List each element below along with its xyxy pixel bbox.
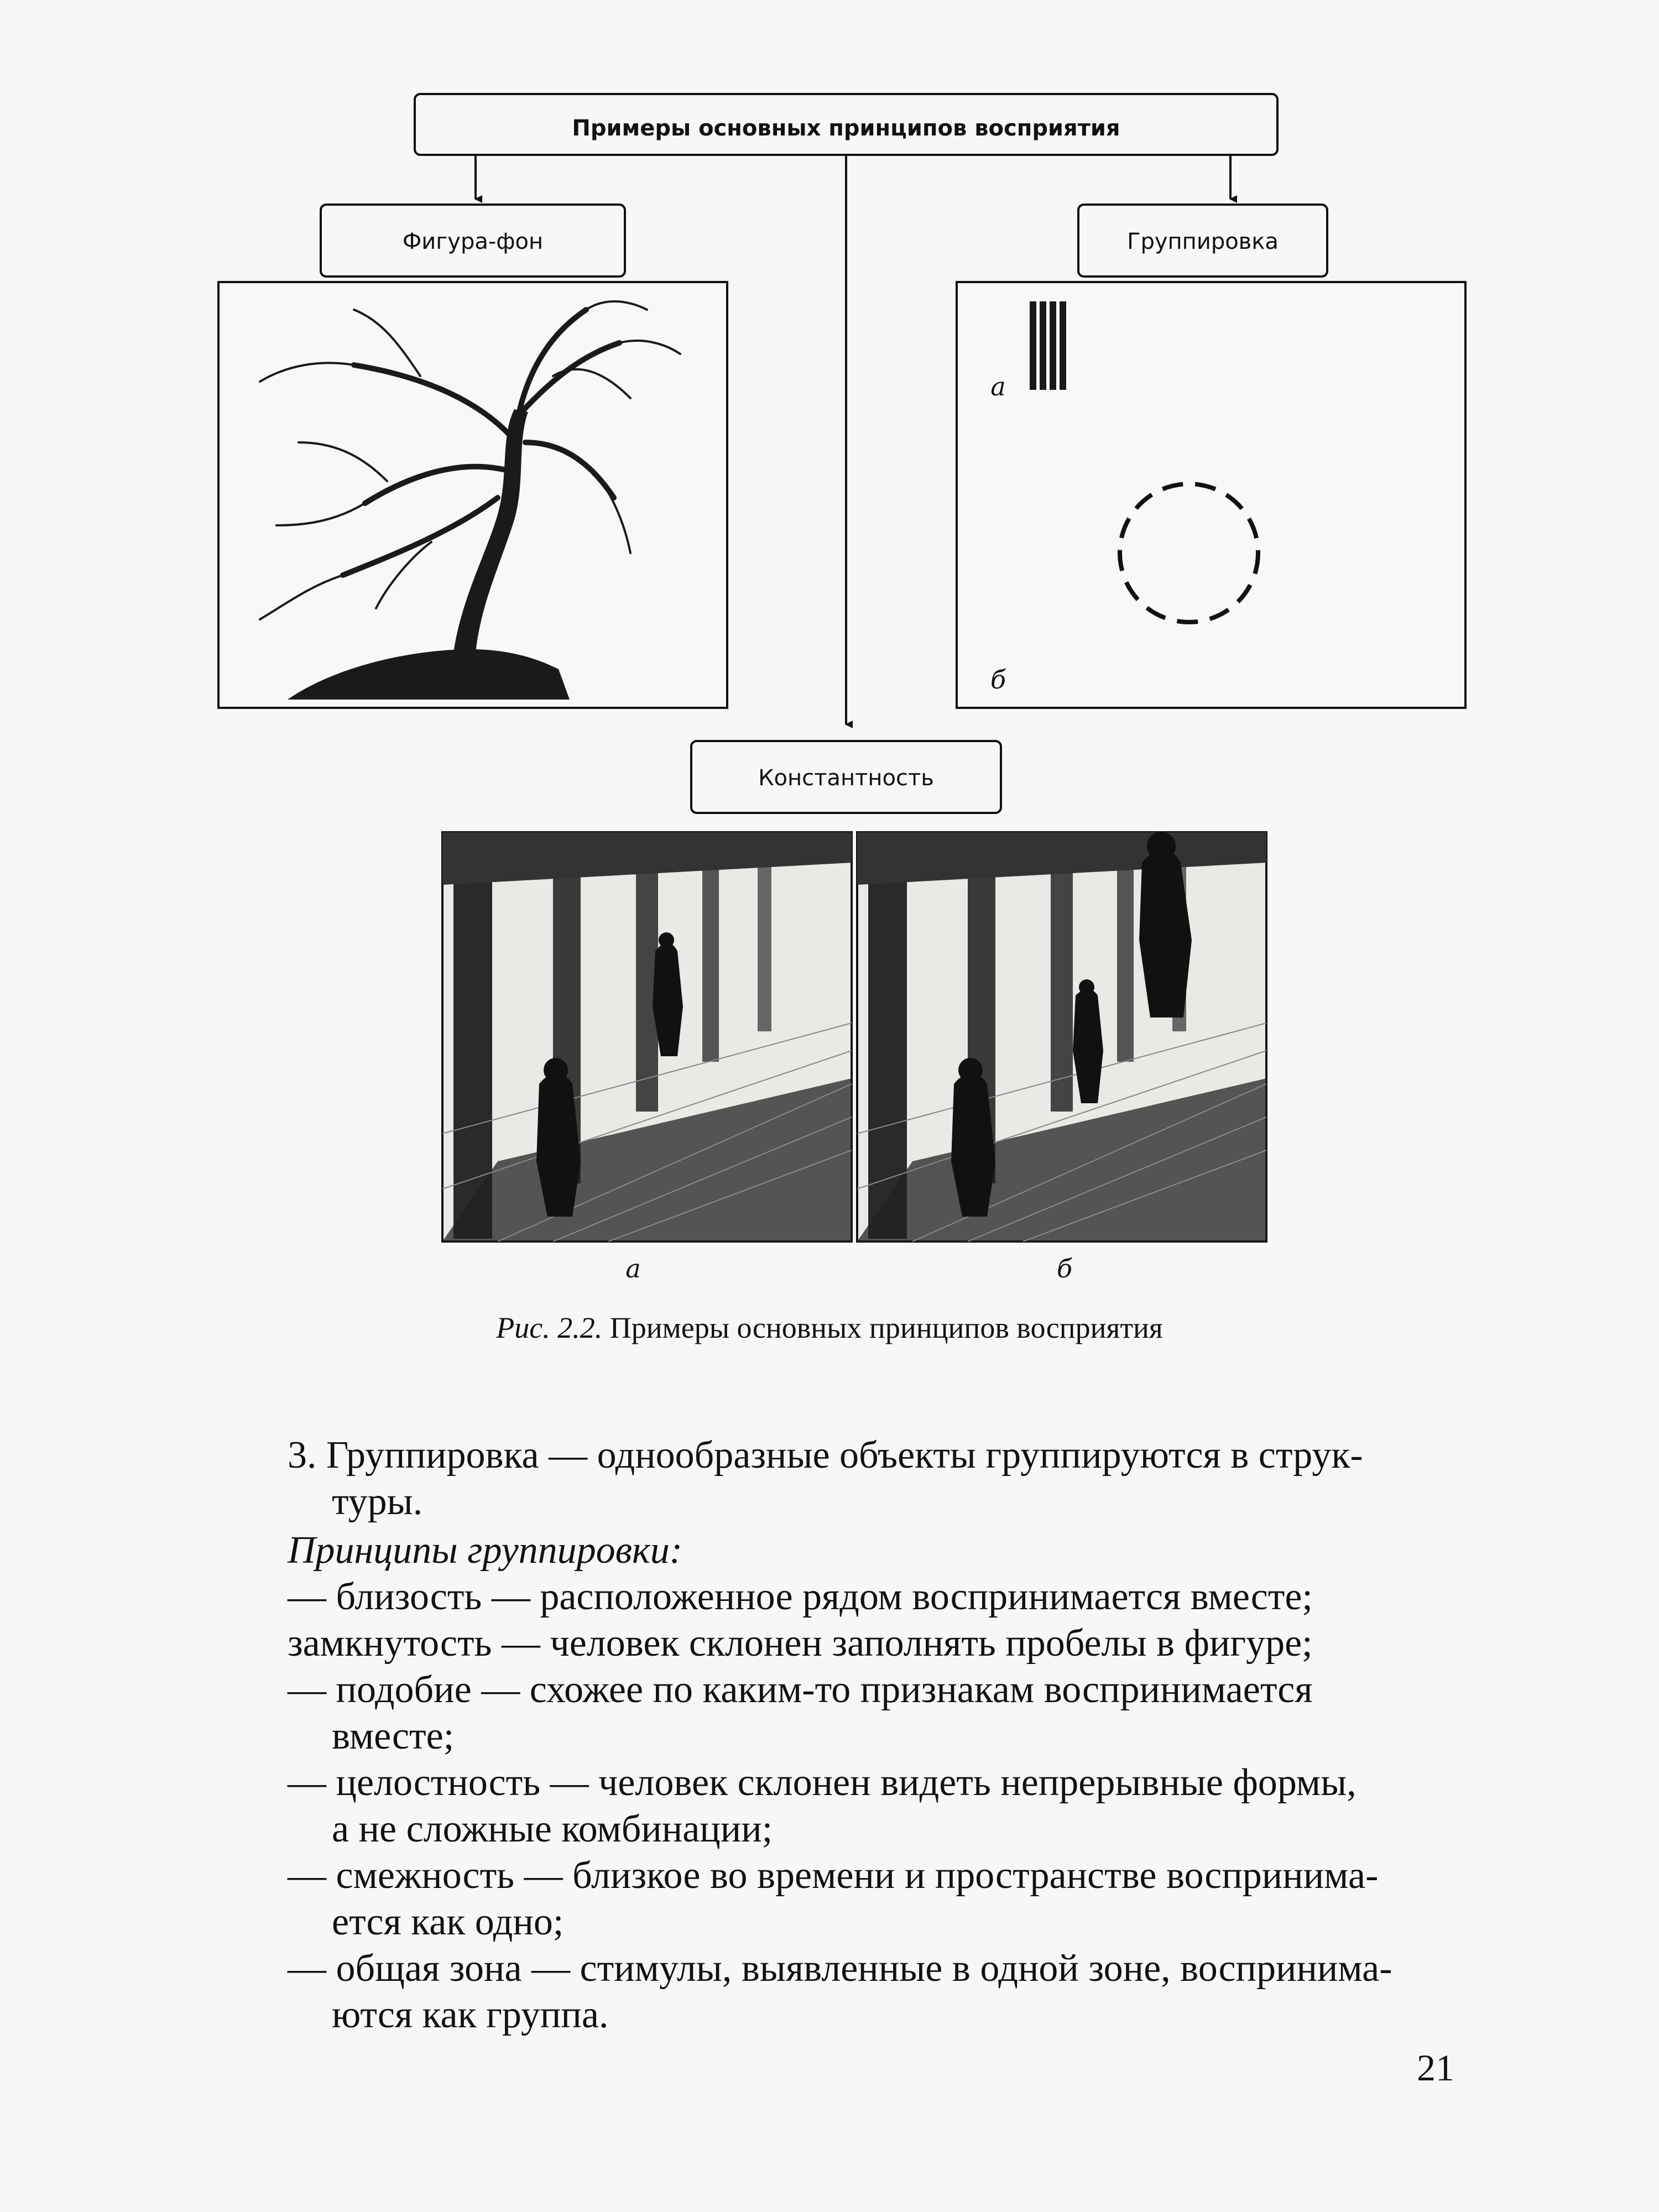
figure-ground-label: Фигура-фон xyxy=(402,229,544,254)
item3-line1: 3. Группировка — однообразные объекты группируются в струк- xyxy=(288,1434,1363,1477)
figure-ground-label-box xyxy=(321,205,625,276)
principle-similarity-line2: вместе; xyxy=(332,1715,455,1757)
constancy-image-b xyxy=(857,832,1266,1241)
principle-contiguity-line2: ется как одно; xyxy=(332,1901,564,1943)
page-number: 21 xyxy=(1417,2047,1454,2089)
constancy-letter-a: а xyxy=(625,1254,641,1284)
principle-similarity-line1: — подобие — схожее по каким-то признакам воспринимается xyxy=(288,1668,1313,1711)
grouping-panel xyxy=(957,282,1465,708)
grouping-label-box xyxy=(1078,205,1327,276)
principle-continuity-line1: — целостность — человек склонен видеть непрерывные формы, xyxy=(288,1761,1357,1804)
principle-contiguity-line1: — смежность — близкое во времени и пространстве воспринима- xyxy=(288,1854,1379,1897)
grouping-letter-b: б xyxy=(990,665,1006,695)
diagram-title: Примеры основных принципов восприятия xyxy=(572,116,1120,141)
caption-text: Примеры основных принципов восприятия xyxy=(602,1311,1163,1344)
constancy-letter-b: б xyxy=(1056,1254,1073,1284)
constancy-image-a xyxy=(442,832,852,1241)
principle-continuity-line2: а не сложные комбинации; xyxy=(332,1808,773,1850)
principle-proximity: — близость — расположенное рядом воспринимается вместе; xyxy=(288,1575,1313,1618)
principles-title: Принципы группировки: xyxy=(288,1529,683,1572)
caption-prefix: Рис. 2.2. xyxy=(496,1311,603,1344)
figure-caption xyxy=(0,1311,1659,1345)
grouping-letter-a: а xyxy=(990,372,1006,401)
title-box xyxy=(415,94,1277,155)
constancy-label-box xyxy=(691,741,1001,813)
principle-common-region-line2: ются как группа. xyxy=(332,1994,609,2036)
item3-line2: туры. xyxy=(332,1480,423,1523)
figure-ground-image xyxy=(218,282,727,708)
principle-common-region-line1: — общая зона — стимулы, выявленные в одной зоне, воспринима- xyxy=(288,1947,1392,1990)
grouping-label: Группировка xyxy=(1127,229,1279,254)
constancy-label: Константность xyxy=(758,765,934,791)
principle-closure: замкнутость — человек склонен заполнять пробелы в фигуре; xyxy=(288,1622,1313,1665)
